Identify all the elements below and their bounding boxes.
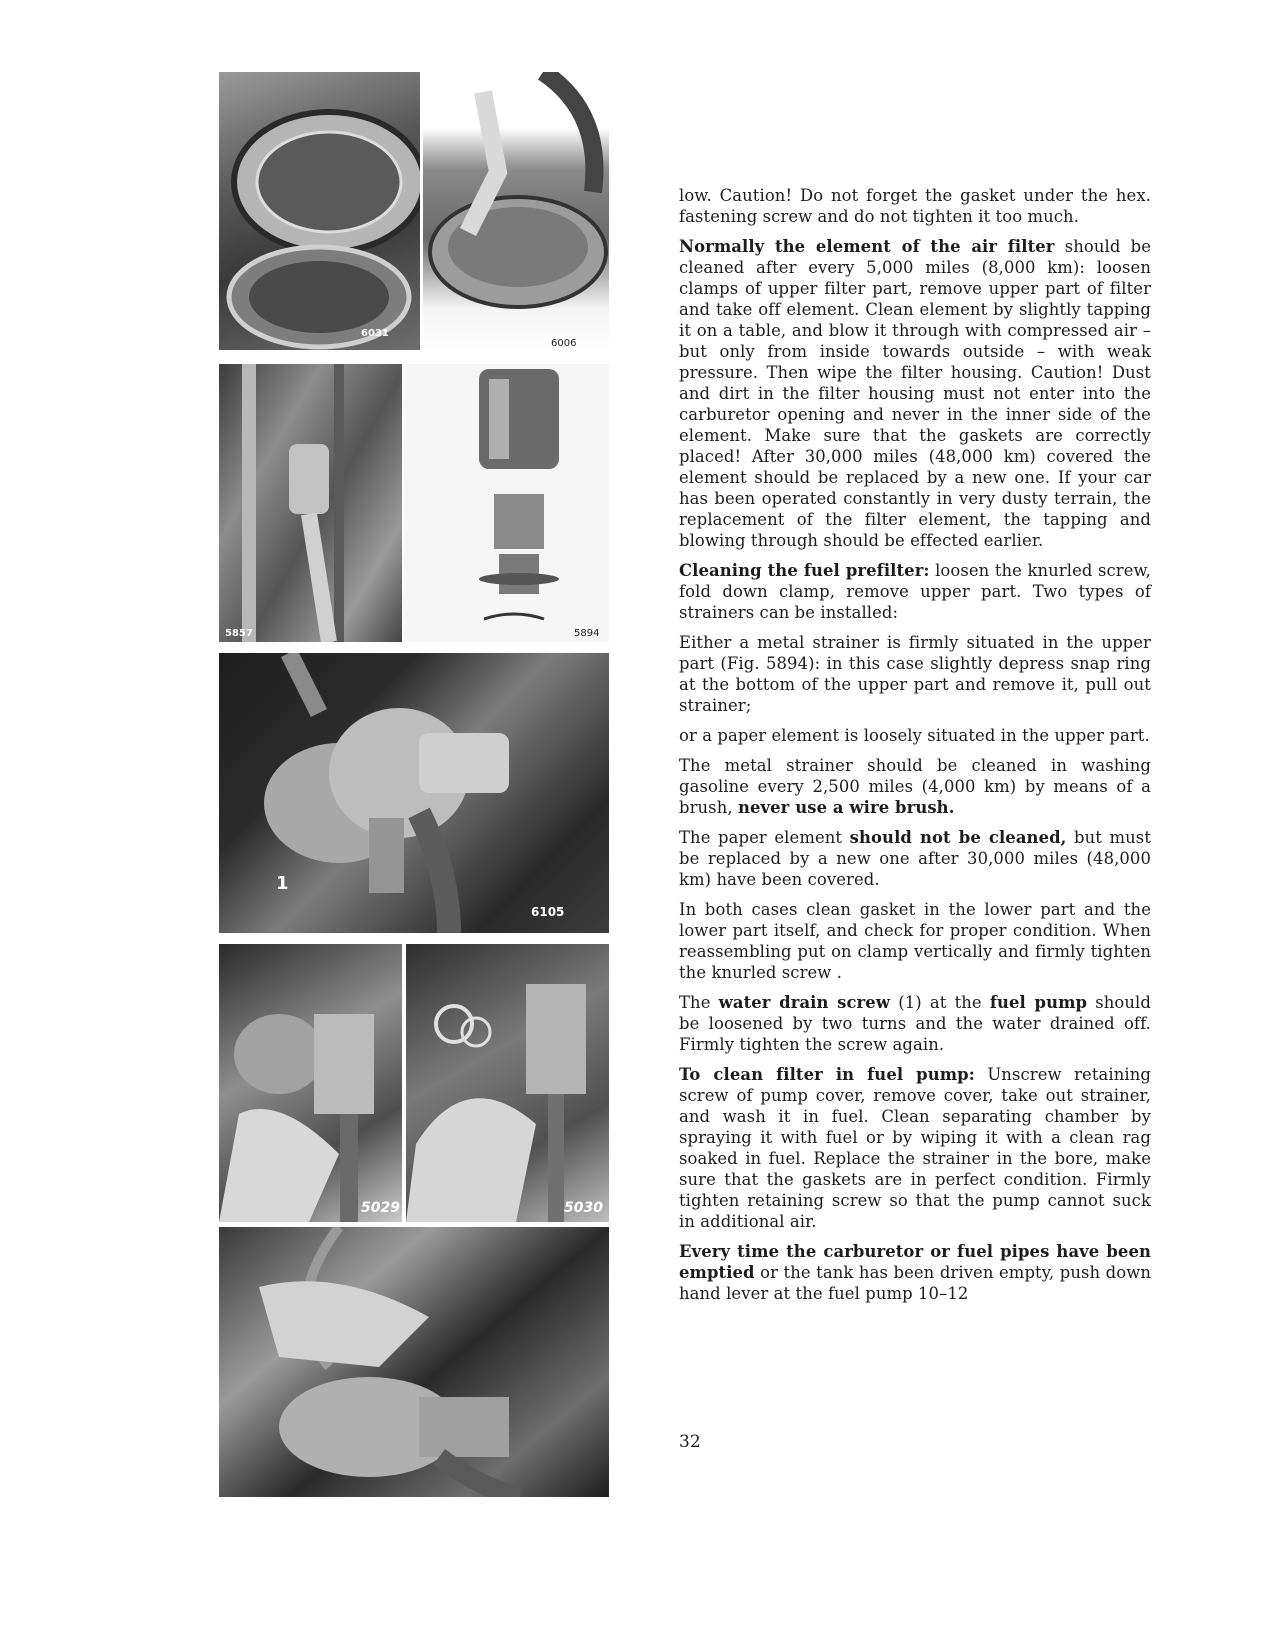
paragraph [679, 992, 1151, 1055]
figure-number: 5857 [225, 628, 253, 639]
paragraph [679, 1064, 1151, 1232]
text-run: The [679, 993, 719, 1012]
figure-number: 6031 [361, 328, 389, 339]
bold-run: never use a wire brush. [737, 798, 955, 817]
paragraph [679, 725, 1151, 746]
air-filter-illustration [219, 72, 420, 350]
filter-element-illustration [423, 72, 609, 350]
photo-hand-lever [219, 1227, 609, 1497]
photo-prefilter-parts [404, 364, 609, 642]
text-run: or a paper element is loosely situated in the upper part. [679, 726, 1150, 745]
bold-run: fuel pump [989, 993, 1088, 1012]
paragraph [679, 560, 1151, 623]
photo-fuel-line [219, 364, 402, 642]
bold-run: To clean filter in fuel pump: [679, 1065, 975, 1084]
text-run: The paper element [679, 828, 850, 847]
paragraph [679, 827, 1151, 890]
pump-cover-illustration [219, 944, 402, 1222]
body-text [679, 185, 1151, 1313]
prefilter-parts-illustration [404, 364, 609, 642]
photo-air-filter-housing [219, 72, 420, 350]
pump-strainer-illustration [406, 944, 609, 1222]
paragraph [679, 755, 1151, 818]
paragraph [679, 236, 1151, 551]
bold-run: Cleaning the fuel prefilter: [679, 561, 930, 580]
photo-fuel-pump-drain-screw [219, 653, 609, 933]
text-run: should be cleaned after every 5,000 miles (8,000 km): loosen clamps of upper filter part, remove upper part of filter and take off element. Clean element by slightly tapping it on a table, and blow it through with compressed air – but only from inside towards outside – with weak pressure. Then wipe the filter housing. Caution! Dust and dirt in the filter housing must not enter into the carburetor opening and never in the inner side of the element. Make sure that the gaskets are correctly placed! After 30,000 miles (48,000 km) covered the element should be replaced by a new one. If your car has been operated constantly in very dusty terrain, the replacement of the filter element, the tapping and blowing through should be effected earlier. [679, 237, 1151, 550]
figure-number: 5030 [564, 1200, 603, 1216]
text-run: In both cases clean gasket in the lower part and the lower part itself, and check for proper condition. When reassembling put on clamp vertically and firmly tighten the knurled screw . [679, 900, 1151, 982]
photo-filter-element-blowing [423, 72, 609, 350]
text-run: Either a metal strainer is firmly situated in the upper part (Fig. 5894): in this case slightly depress snap ring at the bottom of the upper part and remove it, pull out strainer; [679, 633, 1151, 715]
hand-lever-illustration [219, 1227, 609, 1497]
paragraph [679, 899, 1151, 983]
paragraph [679, 185, 1151, 227]
text-run: should be loosened by two turns and the water drained off. Firmly tighten the screw again. [679, 993, 1151, 1054]
figure-number: 5029 [361, 1200, 400, 1216]
bold-run: water drain screw [718, 993, 891, 1012]
photo-pump-strainer [406, 944, 609, 1222]
paragraph [679, 632, 1151, 716]
text-run: low. Caution! Do not forget the gasket under the hex. fastening screw and do not tighten it too much. [679, 186, 1151, 226]
paragraph [679, 1241, 1151, 1304]
photo-pump-cover-removal [219, 944, 402, 1222]
bold-run: should not be cleaned, [849, 828, 1067, 847]
text-run: loosen the knurled screw, fold down clamp, remove upper part. Two types of strainers can be installed: [679, 561, 1151, 622]
figure-number: 6006 [551, 338, 577, 349]
bold-run: Every time the carburetor or fuel pipes have been emptied [679, 1242, 1151, 1282]
text-run: (1) at the [890, 993, 990, 1012]
text-run: or the tank has been driven empty, push down hand lever at the fuel pump 10–12 [679, 1263, 1151, 1303]
figure-number: 6105 [531, 905, 565, 919]
fuel-line-illustration [219, 364, 402, 642]
bold-run: Normally the element of the air filter [679, 237, 1055, 256]
text-run: Unscrew retaining screw of pump cover, remove cover, take out strainer, and wash it in fuel. Clean separating chamber by spraying it with fuel or by wiping it with a clean rag soaked in fuel. Replace the strainer in the bore, make sure that the gaskets are in perfect condition. Firmly tighten retaining screw so that the pump cannot suck in additional air. [679, 1065, 1151, 1231]
text-run: but must be replaced by a new one after 30,000 miles (48,000 km) have been covered. [679, 828, 1152, 889]
figure-number: 5894 [574, 628, 600, 639]
drain-screw-callout: 1 [276, 873, 289, 894]
page-number: 32 [679, 1432, 701, 1452]
text-run: The metal strainer should be cleaned in washing gasoline every 2,500 miles (4,000 km) by means of a brush, [679, 756, 1151, 817]
